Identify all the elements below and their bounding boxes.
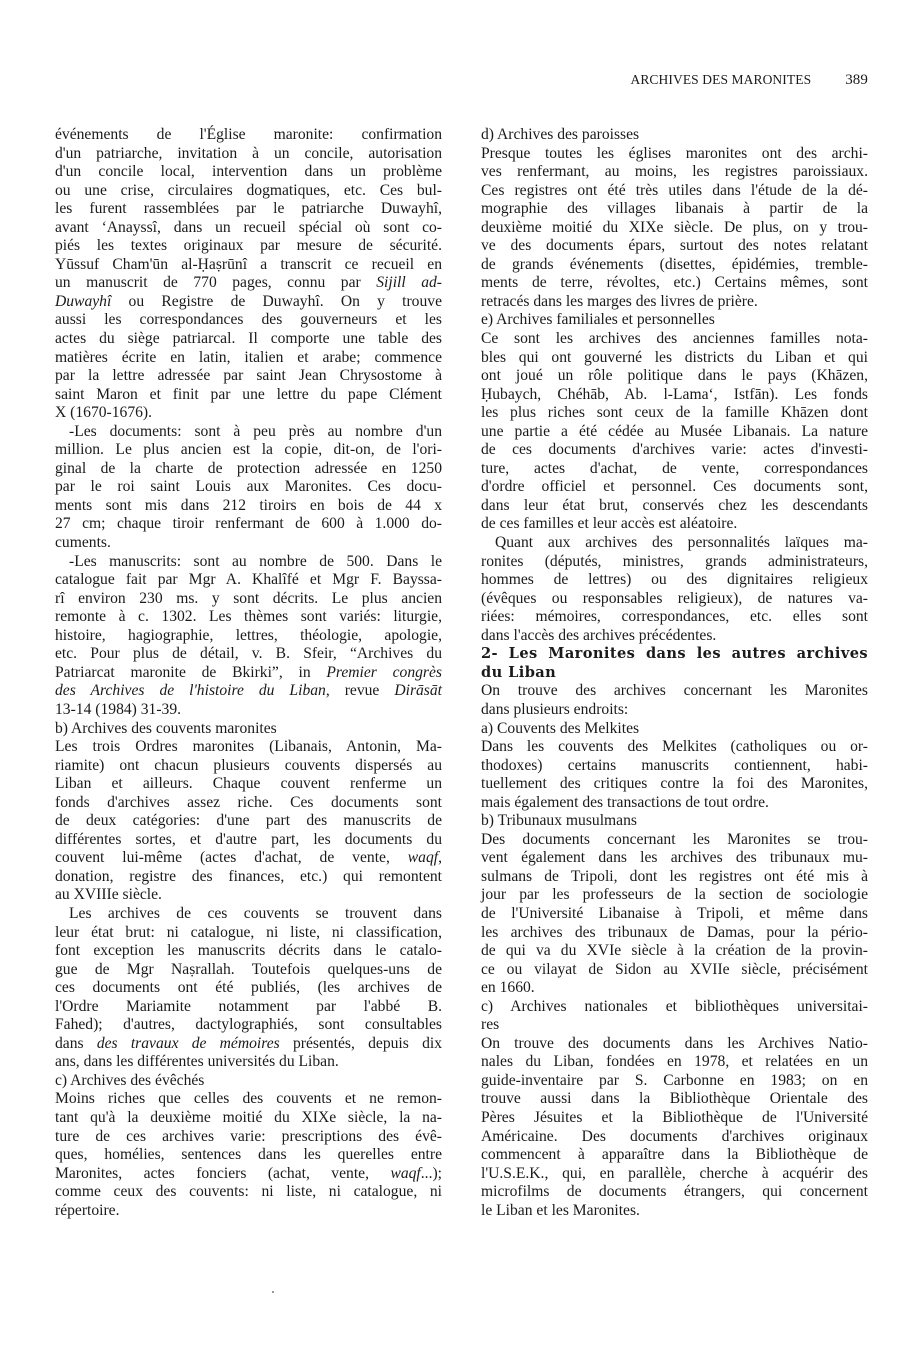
text-line: Maronites, actes fonciers (achat, vente, waqf...); xyxy=(55,1164,442,1182)
text-line: vent également dans les archives des tribunaux mu- xyxy=(481,849,868,867)
text-line: hommes de lettres) ou des dignitaires religieux xyxy=(481,571,868,589)
left-column xyxy=(55,126,442,1220)
text-line: ces documents ont été publiés, (les archives de xyxy=(55,979,442,997)
text-line: ture, actes d'achat, de vente, correspondances xyxy=(481,459,868,477)
text-line: ture de ces archives varie: prescriptions des évê- xyxy=(55,1127,442,1145)
text-line: Dans les couvents des Melkites (catholiques ou or- xyxy=(481,738,868,756)
text-line: comme ceux des couvents: ni liste, ni catalogue, ni xyxy=(55,1183,442,1201)
print-speck xyxy=(272,1291,274,1293)
text-line: remonte à c. 1302. Les thèmes sont variés: liturgie, xyxy=(55,608,442,626)
text-line: ce ou vilayat de Sidon au XVIIe siècle, précisément xyxy=(481,960,868,978)
right-column xyxy=(481,126,868,1220)
text-line: de deux catégories: d'une part des manuscrits de xyxy=(55,812,442,830)
text-line: deuxième moitié du XIXe siècle. De plus, on y trou- xyxy=(481,218,868,236)
text-line: dans leur état brut, conservés chez les descendants xyxy=(481,496,868,514)
text-line: On trouve des documents dans les Archives Natio- xyxy=(481,1034,868,1052)
text-line: Presque toutes les églises maronites ont des archi- xyxy=(481,144,868,162)
text-line: saint Maron et finit par une lettre du pape Clément xyxy=(55,385,442,403)
text-line: au XVIIIe siècle. xyxy=(55,886,162,904)
text-line: 27 cm; chaque tiroir renfermant de 600 à 1.000 do- xyxy=(55,515,442,533)
text-line: a) Couvents des Melkites xyxy=(481,719,640,737)
text-line: de grands événements (disettes, épidémies, tremble- xyxy=(481,255,868,273)
text-line: cuments. xyxy=(55,534,111,552)
text-line: b) Tribunaux musulmans xyxy=(481,812,637,830)
text-line: c) Archives des évêchés xyxy=(55,1071,205,1089)
page-number: 389 xyxy=(845,72,868,88)
italic-title: Premier congrès xyxy=(326,663,442,681)
text-line: histoire, hagiographie, lettres, théologie, apologie, xyxy=(55,626,442,644)
text-line: Américaine. Des documents d'archives originaux xyxy=(481,1127,868,1145)
text-line: c) Archives nationales et bibliothèques universitai- xyxy=(481,997,868,1015)
text-line: donation, registre des finances, etc.) qui remontent xyxy=(55,867,442,885)
text-line: ans, dans les différentes universités du Liban. xyxy=(55,1053,339,1071)
text-line: de qui va du XVIe siècle à la création de la provin- xyxy=(481,942,868,960)
text-line: dans l'accès des archives précédentes. xyxy=(481,626,717,644)
text-line: par le roi saint Louis aux Maronites. Ces docu- xyxy=(55,478,442,496)
text-line: d) Archives des paroisses xyxy=(481,126,640,143)
text-line: gue de Mgr Naṣrallah. Toutefois quelques-uns de xyxy=(55,960,442,978)
text-line: res xyxy=(481,1016,500,1034)
text-line: avant ‘Anayssî, dans un recueil spécial où sont co- xyxy=(55,218,442,236)
text-line: aussi les correspondances des gouverneurs et les xyxy=(55,311,442,329)
italic-title: Duwayhî xyxy=(55,292,112,310)
text-line: mographie des villages libanais à partir de la xyxy=(481,200,868,218)
text-line: font exception les manuscrits décrits dans le catalo- xyxy=(55,942,442,960)
text-line: différentes sortes, et d'autre part, les documents du xyxy=(55,830,442,848)
text-line: ments de terre, révoltes, etc.) Certains mêmes, sont xyxy=(481,274,868,292)
text-line: ginal de la charte de protection adressée en 1250 xyxy=(55,459,442,477)
italic-title: Dirāsāt xyxy=(394,682,443,700)
text-line: leur état brut: ni catalogue, ni liste, ni classification, xyxy=(55,923,442,941)
text-line: jour par les professeurs de la section de sociologie xyxy=(481,886,868,904)
text-line: Les trois Ordres maronites (Libanais, Antonin, Ma- xyxy=(55,738,442,756)
text-line: (évêques ou responsables religieux), de natures va- xyxy=(481,589,868,607)
text-line: riamite) ont chacun plusieurs couvents dispersés au xyxy=(55,756,442,774)
text-line: Duwayhî ou Registre de Duwayhî. On y trouve xyxy=(55,292,442,310)
text-line: microfilms de documents étrangers, qui concernent xyxy=(481,1183,868,1201)
text-line: retracés dans les marges des livres de prière. xyxy=(481,292,758,310)
text-line: ves renfermant, au moins, les registres paroissiaux. xyxy=(481,163,868,181)
section-heading-line: 2- Les Maronites dans les autres archives xyxy=(481,645,868,663)
text-line: les plus riches sont ceux de la famille Khāzen dont xyxy=(481,404,868,422)
italic-title: waqf xyxy=(407,849,439,867)
text-line: tant qu'à la deuxième moitié du XIXe siècle, la na- xyxy=(55,1108,442,1126)
running-header xyxy=(0,72,868,89)
text-line: Les archives de ces couvents se trouvent dans xyxy=(69,904,442,922)
text-line: Des documents concernant les Maronites se trou- xyxy=(481,830,868,848)
text-line: X (1670-1676). xyxy=(55,404,153,422)
text-line: par la lettre adressée par saint Jean Chrysostome à xyxy=(55,367,442,385)
text-line: ronites (députés, ministres, grands administrateurs, xyxy=(481,552,868,570)
text-line: d'ordre officiel et personnel. Ces documents sont, xyxy=(481,478,868,496)
text-line: l'U.S.E.K., qui, en parallèle, cherche à acquérir des xyxy=(481,1164,868,1182)
text-line: On trouve des archives concernant les Maronites xyxy=(481,682,868,700)
text-line: d'un concile local, intervention dans un problème xyxy=(55,163,442,181)
text-line: en 1660. xyxy=(481,979,535,997)
text-line: catalogue fait par Mgr A. Khalîfé et Mgr F. Bayssa- xyxy=(55,571,442,589)
italic-title: des travaux de mémoires xyxy=(96,1034,280,1052)
text-line: -Les manuscrits: sont au nombre de 500. Dans le xyxy=(69,552,442,570)
text-line: de ces documents d'archives varie: actes d'investi- xyxy=(481,441,868,459)
running-title: ARCHIVES DES MARONITES xyxy=(630,72,812,87)
text-line: Patriarcat maronite de Bkirki”, in Premier congrès xyxy=(55,663,442,681)
text-line: b) Archives des couvents maronites xyxy=(55,719,277,737)
text-line: trouve aussi dans la Bibliothèque Orientale des xyxy=(481,1090,868,1108)
text-line: dans des travaux de mémoires présentés, depuis dix xyxy=(55,1034,442,1052)
text-line: le Liban et les Maronites. xyxy=(481,1201,640,1219)
text-line: -Les documents: sont à peu près au nombre d'un xyxy=(69,422,442,440)
text-line: Pères Jésuites et la Bibliothèque de l'Université xyxy=(481,1108,868,1126)
text-line: de ces familles et leur accès est aléatoire. xyxy=(481,515,738,533)
text-line: nales du Liban, fondées en 1978, et relatées en un xyxy=(481,1053,868,1071)
text-line: riées: mémoires, correspondances, etc. elles sont xyxy=(481,608,868,626)
text-line: commencent à apparaître dans la Bibliothèque de xyxy=(481,1146,868,1164)
text-line: un manuscrit de 770 pages, connu par Sijill ad- xyxy=(55,274,442,292)
text-line: des Archives de l'histoire du Liban, revue Dirāsāt xyxy=(55,682,443,700)
text-line: Ce sont les archives des anciennes familles nota- xyxy=(481,330,868,348)
italic-title: waqf xyxy=(390,1164,421,1182)
text-line: Fahed); d'autres, dactylographiés, sont consultables xyxy=(55,1016,442,1034)
italic-title: Sijill ad- xyxy=(376,274,442,292)
text-line: événements de l'Église maronite: confirmation xyxy=(55,126,442,143)
text-line: Moins riches que celles des couvents et ne remon- xyxy=(55,1090,442,1108)
text-line: Yūssuf Cham'ūn al-Ḥaṣrūnî a transcrit ce recueil en xyxy=(55,255,442,273)
text-line: 13-14 (1984) 31-39. xyxy=(55,700,182,718)
text-line: d'un patriarche, invitation à un concile, autorisation xyxy=(55,144,442,162)
text-line: répertoire. xyxy=(55,1201,120,1219)
text-line: tuellement des critiques contre la foi des Maronites, xyxy=(481,775,868,793)
section-heading-line: du Liban xyxy=(481,663,557,681)
text-line: matières écrite en latin, italien et arabe; commence xyxy=(55,348,442,366)
text-line: Ces registres ont été très utiles dans l'étude de la dé- xyxy=(481,181,868,199)
text-line: couvent lui-même (actes d'achat, de vente, waqf, xyxy=(55,849,442,867)
text-line: Ḥubaych, Chéhāb, Ab. l-Lama‘, Istfān). Les fonds xyxy=(481,385,868,403)
text-line: million. Le plus ancien est la copie, dit-on, de l'ori- xyxy=(55,441,442,459)
text-line: Liban et ailleurs. Chaque couvent renferme un xyxy=(55,775,442,793)
text-line: piés les textes originaux par mesure de sécurité. xyxy=(55,237,442,255)
text-line: bles qui ont gouverné les districts du Liban et qui xyxy=(481,348,868,366)
text-line: rî environ 230 ms. y sont décrits. Le plus ancien xyxy=(55,589,442,607)
text-line: une partie a été cédée au Musée Libanais. La nature xyxy=(481,422,868,440)
text-line: mais également des transactions de tout ordre. xyxy=(481,793,769,811)
text-line: guide-inventaire par S. Carbonne en 1983; on en xyxy=(481,1071,868,1089)
text-line: ments sont mis dans 212 tiroirs en bois de 44 x xyxy=(55,496,442,514)
text-line: dans plusieurs endroits: xyxy=(481,700,629,718)
text-line: ve des documents épars, surtout des notes relatant xyxy=(481,237,868,255)
text-line: Quant aux archives des personnalités laïques ma- xyxy=(495,534,868,552)
text-line: etc. Pour plus de détail, v. B. Sfeir, “Archives du xyxy=(55,645,442,663)
text-line: sulmans de Tripoli, dont les registres ont été mis à xyxy=(481,867,868,885)
text-line: de l'Université Libanaise à Tripoli, et même dans xyxy=(481,904,868,922)
text-line: ou une crise, circulaires dogmatiques, etc. Ces bul- xyxy=(55,181,442,199)
text-line: les archives des tribunaux de Damas, pour la pério- xyxy=(481,923,868,941)
text-line: actes du siège patriarcal. Il comporte une table des xyxy=(55,330,442,348)
italic-title: des Archives de l'histoire du Liban xyxy=(55,682,326,700)
text-line: thodoxes) certains manuscrits contiennent, habi- xyxy=(481,756,868,774)
text-line: fonds d'archives assez riche. Ces documents sont xyxy=(55,793,442,811)
text-line: ont joué un rôle politique dans le pays (Khāzen, xyxy=(481,367,868,385)
text-line: les furent rassemblées par le patriarche Duwayhî, xyxy=(55,200,442,218)
text-line: e) Archives familiales et personnelles xyxy=(481,311,715,329)
text-line: l'Ordre Mariamite notamment par l'abbé B. xyxy=(55,997,442,1015)
text-line: ques, homélies, sentences dans les querelles entre xyxy=(55,1146,442,1164)
